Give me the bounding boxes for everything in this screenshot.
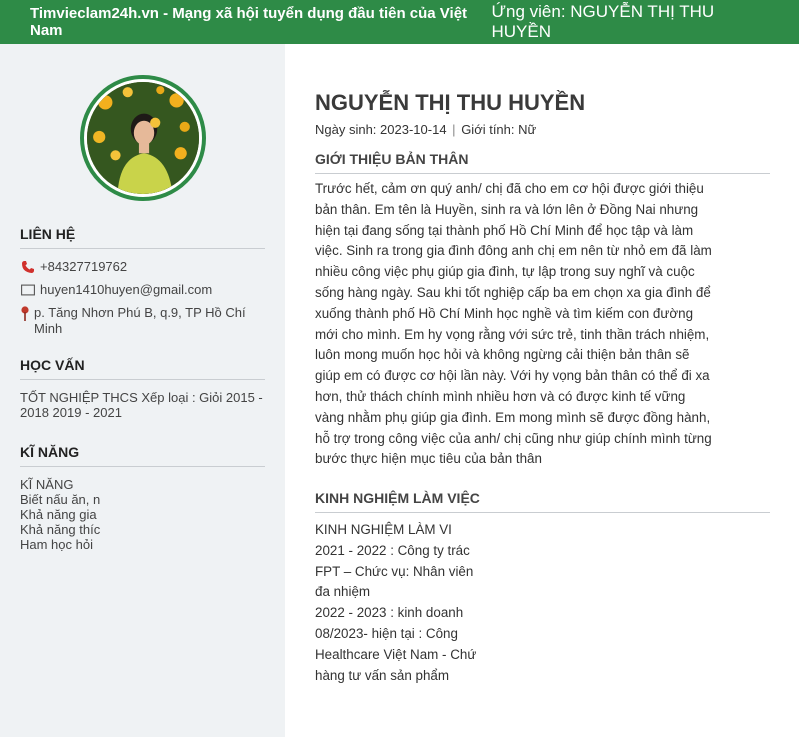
education-title: HỌC VẤN — [20, 357, 265, 380]
birth-date: 2023-10-14 — [380, 122, 447, 137]
experience-line: hàng tư vấn sản phẩm — [315, 667, 450, 683]
about-line: luôn mong muốn học hỏi và không ngừng cải thiện bản thân sẽ — [315, 347, 690, 363]
avatar-frame — [80, 75, 206, 201]
about-line: bước thực hiện mục tiêu của bản thân — [315, 451, 542, 467]
about-line: mới cho mình. Em hy vọng rằng với sức trẻ, tinh thần trách nhiệm, — [315, 326, 710, 342]
gender-label: Giới tính: — [461, 122, 515, 137]
skill-item: Khả năng gia — [20, 507, 97, 522]
about-title: GIỚI THIỆU BẢN THÂN — [315, 151, 770, 174]
about-line: bản thân. Em tên là Huyền, sinh ra và lớn lên ở Đồng Nai nhưng — [315, 201, 699, 217]
map-pin-icon — [20, 305, 30, 321]
experience-line: 08/2023- hiện tại : Công — [315, 625, 458, 641]
address-text: p. Tăng Nhơn Phú B, q.9, TP Hồ Chí Minh — [34, 305, 246, 336]
about-line: hơn, thử thách chính mình nhiều hơn và có được kinh tế vững — [315, 388, 686, 404]
skills-title: KĨ NĂNG — [20, 444, 265, 467]
experience-line: 2021 - 2022 : Công ty trác — [315, 542, 470, 558]
experience-line: 2022 - 2023 : kinh doanh — [315, 605, 464, 621]
avatar-photo — [87, 82, 199, 194]
personal-info — [315, 122, 536, 137]
skill-item: Khả năng thíc — [20, 522, 101, 537]
address-row — [20, 305, 265, 337]
contact-title: LIÊN HỆ — [20, 226, 265, 249]
about-text — [315, 179, 710, 470]
candidate-label: Ứng viên: NGUYỄN THỊ THU HUYỀN — [491, 2, 715, 41]
experience-title: KINH NGHIỆM LÀM VIỆC — [315, 490, 770, 513]
birth-label: Ngày sinh: — [315, 122, 377, 137]
experience-line: FPT – Chức vụ: Nhân viên — [315, 563, 474, 579]
about-line: vàng nhằm phụ giúp gia đình. Em mong mình sẽ được đồng hành, — [315, 409, 711, 425]
candidate-name: NGUYỄN THỊ THU HUYỀN — [315, 90, 586, 115]
education-section — [20, 357, 265, 420]
experience-line: đa nhiệm — [315, 584, 371, 600]
info-separator: | — [452, 122, 456, 137]
about-line: việc. Sinh ra trong gia đình đông anh chị em nên từ nhỏ em đã làm — [315, 243, 712, 259]
email-address[interactable]: huyen1410huyen@gmail.com — [40, 282, 213, 297]
about-line: sống hàng ngày. Sau khi tốt nghiệp cấp ba em chọn xa gia đình để — [315, 284, 711, 300]
about-line: hỗ trợ trong công việc của anh/ chị cũng như giúp chính mình từng — [315, 430, 712, 446]
phone-row — [20, 259, 265, 275]
email-row — [20, 282, 265, 298]
phone-icon — [20, 259, 36, 275]
education-text: TỐT NGHIỆP THCS Xếp loại : Giỏi 2015 - 2018 2019 - 2021 — [20, 390, 263, 420]
sidebar — [0, 44, 285, 737]
experience-line: KINH NGHIỆM LÀM VI — [315, 522, 452, 537]
contact-section — [20, 226, 265, 344]
avatar — [87, 82, 199, 194]
phone-number[interactable]: +84327719762 — [40, 259, 128, 274]
about-line: nhiều công việc phụ giúp gia đình, tự lập trong suy nghĩ và cuộc — [315, 264, 695, 280]
about-line: hiện tại đang sống tại thành phố Hồ Chí Minh để học tập và làm — [315, 222, 694, 238]
experience-line: Healthcare Việt Nam - Chứ — [315, 646, 477, 662]
envelope-icon — [20, 282, 36, 298]
about-line: xuống thành phố Hồ Chí Minh học nghề và tìm kiếm con đường — [315, 305, 694, 321]
skill-item: KĨ NĂNG — [20, 477, 74, 492]
gender-value: Nữ — [518, 122, 537, 137]
header-bar — [0, 0, 799, 44]
skills-section — [20, 444, 265, 552]
experience-text — [315, 520, 710, 686]
site-title[interactable]: Timvieclam24h.vn - Mạng xã hội tuyển dụng đầu tiên của Việt Nam — [30, 5, 468, 39]
skill-item: Ham học hỏi — [20, 537, 93, 552]
skill-item: Biết nấu ăn, n — [20, 492, 101, 507]
about-line: Trước hết, cảm ơn quý anh/ chị đã cho em cơ hội được giới thiệu — [315, 181, 704, 196]
about-line: giúp em có được cơ hội lần này. Với hy vọng bản thân có thể đi xa — [315, 368, 710, 384]
